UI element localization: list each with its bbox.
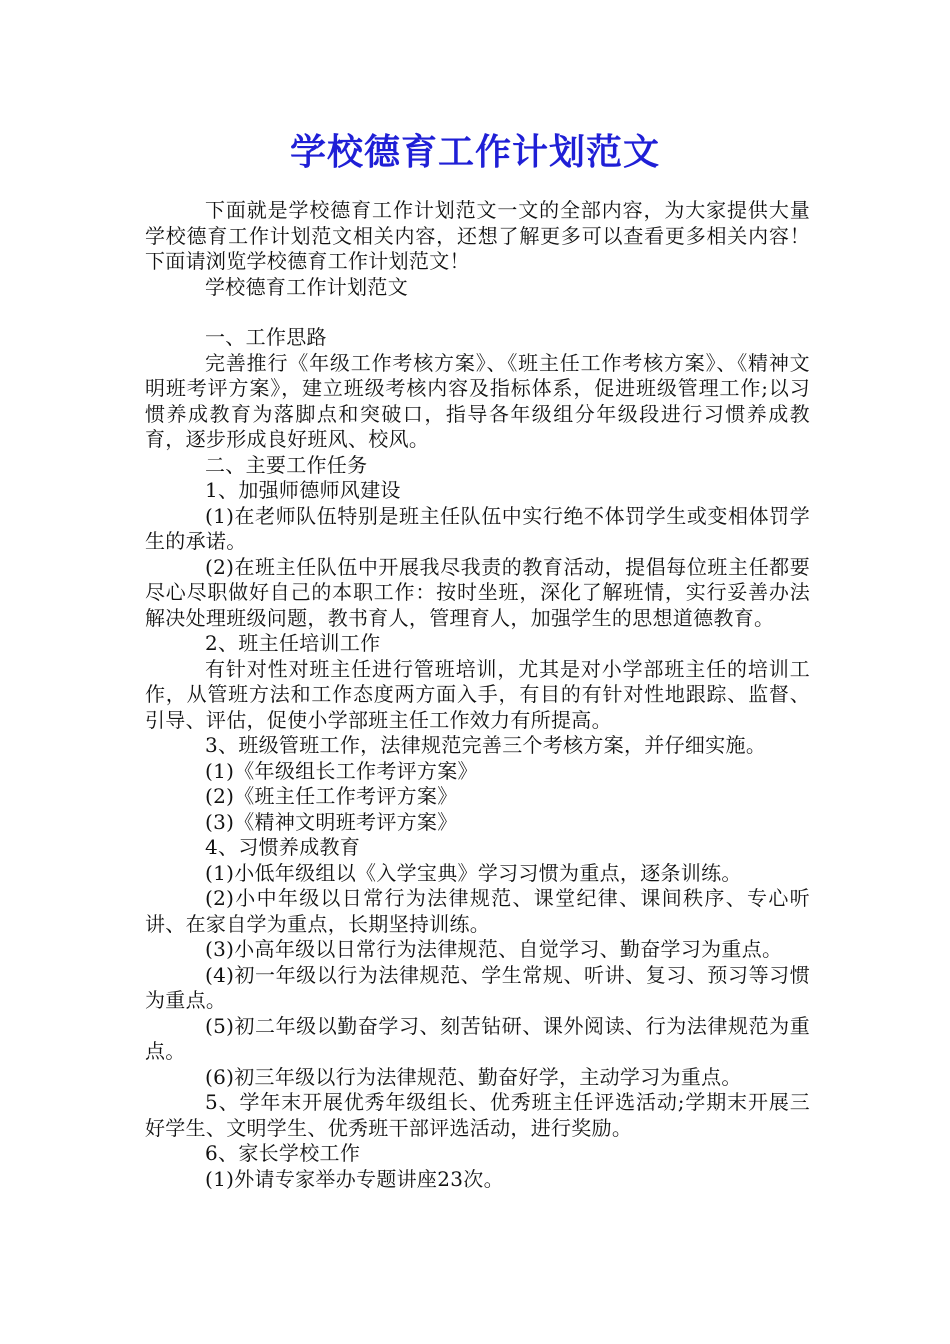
list-item: (1)小低年级组以《入学宝典》学习习惯为重点，逐条训练。 xyxy=(205,860,742,885)
subsection-heading: 4、习惯养成教育 xyxy=(205,835,361,859)
intro-paragraph: 下面就是学校德育工作计划范文一文的全部内容，为大家提供大量学校德育工作计划范文相关内容，还想了解更多可以查看更多相关内容！下面请浏览学校德育工作计划范文！ xyxy=(145,198,810,273)
list-item: (1)在老师队伍特别是班主任队伍中实行绝不体罚学生或变相体罚学生的承诺。 xyxy=(145,503,810,553)
list-item: (2)小中年级以日常行为法律规范、课堂纪律、课间秩序、专心听讲、在家自学为重点，长期坚持训练。 xyxy=(145,886,810,936)
section-heading: 一、工作思路 xyxy=(205,325,327,349)
list-item: (5)初二年级以勤奋学习、刻苦钻研、课外阅读、行为法律规范为重点。 xyxy=(145,1013,810,1063)
subsection-heading: 6、家长学校工作 xyxy=(205,1141,361,1165)
subtitle-line: 学校德育工作计划范文 xyxy=(205,274,408,299)
document-body xyxy=(145,198,810,1192)
paragraph: 有针对性对班主任进行管班培训，尤其是对小学部班主任的培训工作，从管班方法和工作态度两方面入手，有目的有针对性地跟踪、监督、引导、评估，促使小学部班主任工作效力有所提高。 xyxy=(145,656,810,732)
list-item: (2)《班主任工作考评方案》 xyxy=(205,784,458,808)
list-item: (1)《年级组长工作考评方案》 xyxy=(205,758,478,783)
list-item: (1)外请专家举办专题讲座23次。 xyxy=(205,1166,504,1191)
list-item: (3)小高年级以日常行为法律规范、自觉学习、勤奋学习为重点。 xyxy=(205,937,783,961)
subsection-heading: 3、班级管班工作，法律规范完善三个考核方案，并仔细实施。 xyxy=(205,733,767,757)
paragraph: 5、学年末开展优秀年级组长、优秀班主任评选活动;学期末开展三好学生、文明学生、优秀班干部评选活动，进行奖励。 xyxy=(145,1090,810,1140)
list-item: (3)《精神文明班考评方案》 xyxy=(205,809,458,834)
blank-line xyxy=(145,300,810,325)
subsection-heading: 2、班主任培训工作 xyxy=(205,631,381,655)
list-item: (2)在班主任队伍中开展我尽我责的教育活动，提倡每位班主任都要尽心尽职做好自己的本职工作：按时坐班，深化了解班情，实行妥善办法解决处理班级问题，教书育人，管理育人，加强学生的思想道德教育。 xyxy=(145,554,810,630)
list-item: (4)初一年级以行为法律规范、学生常规、听讲、复习、预习等习惯为重点。 xyxy=(145,962,810,1012)
paragraph: 完善推行《年级工作考核方案》、《班主任工作考核方案》、《精神文明班考评方案》，建立班级考核内容及指标体系，促进班级管理工作;以习惯养成教育为落脚点和突破口，指导各年级组分年级段进行习惯养成教育，逐步形成良好班风、校风。 xyxy=(145,350,810,451)
subsection-heading: 1、加强师德师风建设 xyxy=(205,478,401,502)
list-item: (6)初三年级以行为法律规范、勤奋好学，主动学习为重点。 xyxy=(205,1064,742,1089)
section-heading: 二、主要工作任务 xyxy=(205,452,368,477)
document-title: 学校德育工作计划范文 xyxy=(289,131,660,173)
